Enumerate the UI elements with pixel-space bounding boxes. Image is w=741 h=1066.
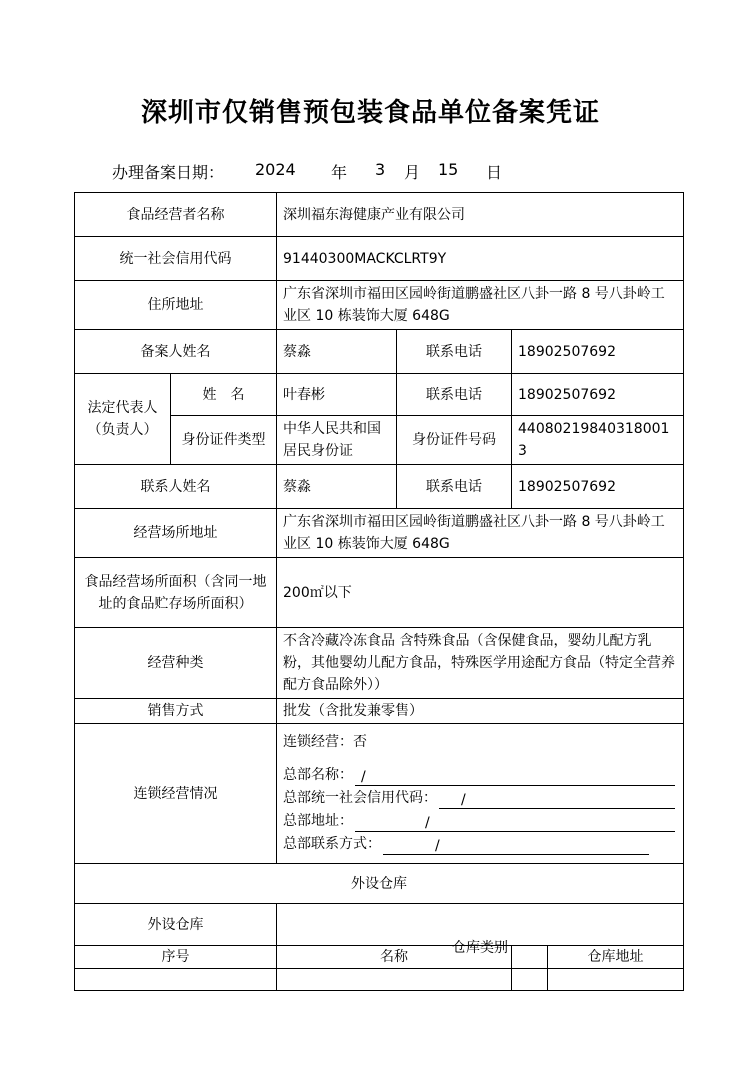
legal-rep-id-type-value: 中华人民共和国居民身份证 xyxy=(277,416,397,465)
legal-rep-label: 法定代表人（负责人） xyxy=(75,374,171,465)
row-legal-rep-name xyxy=(75,374,684,416)
warehouse-cell-type xyxy=(512,969,548,991)
warehouse-col-index: 序号 xyxy=(75,946,277,969)
hq-contact-line xyxy=(283,833,649,855)
operator-name-label: 食品经营者名称 xyxy=(75,193,277,237)
category-label: 经营种类 xyxy=(75,628,277,699)
legal-rep-id-no-value: 440802198403180013 xyxy=(512,416,684,465)
warehouse-cell-address xyxy=(548,969,684,991)
address-label: 住所地址 xyxy=(75,281,277,330)
row-address xyxy=(75,281,684,330)
hq-address-blank xyxy=(355,815,675,832)
credit-code-label: 统一社会信用代码 xyxy=(75,237,277,281)
document-title: 深圳市仅销售预包装食品单位备案凭证 xyxy=(140,98,600,128)
hq-code-blank xyxy=(439,792,675,809)
operator-name-value: 深圳福东海健康产业有限公司 xyxy=(277,193,684,237)
row-warehouse-section xyxy=(75,864,684,904)
warehouse-col-type-label: 仓库类别 xyxy=(452,940,508,956)
warehouse-cell-name xyxy=(277,969,512,991)
area-value: 200㎡以下 xyxy=(277,558,684,628)
hq-address-line xyxy=(283,810,675,832)
row-contact xyxy=(75,465,684,509)
legal-rep-phone-value: 18902507692 xyxy=(512,374,684,416)
legal-rep-name-value: 叶春彬 xyxy=(277,374,397,416)
filing-date-line xyxy=(112,160,712,184)
contact-phone-label: 联系电话 xyxy=(397,465,512,509)
row-sales-method xyxy=(75,699,684,724)
hq-contact-label: 总部联系方式： xyxy=(283,836,381,852)
filer-name-value: 蔡淼 xyxy=(277,330,397,374)
hq-code-label: 总部统一社会信用代码： xyxy=(283,790,437,806)
contact-name-label: 联系人姓名 xyxy=(75,465,277,509)
hq-code-line xyxy=(283,787,675,809)
filing-date-month: 3 xyxy=(375,160,386,179)
filing-date-year-unit: 年 xyxy=(331,163,348,182)
hq-contact-slash: / xyxy=(435,838,440,854)
row-chain xyxy=(75,724,684,864)
credit-code-value: 91440300MACKCLRT9Y xyxy=(277,237,684,281)
filer-name-label: 备案人姓名 xyxy=(75,330,277,374)
hq-address-label: 总部地址： xyxy=(283,813,353,829)
filing-date-year: 2024 xyxy=(255,160,296,179)
area-label: 食品经营场所面积（含同一地址的食品贮存场所面积） xyxy=(75,558,277,628)
filing-form-table xyxy=(74,192,684,991)
row-warehouse-header xyxy=(75,946,684,969)
warehouse-label: 外设仓库 xyxy=(75,904,277,946)
warehouse-col-name: 名称 xyxy=(277,946,512,969)
row-operator-name xyxy=(75,193,684,237)
chain-status: 连锁经营：否 xyxy=(283,734,367,750)
hq-address-slash: / xyxy=(425,815,430,831)
filer-phone-value: 18902507692 xyxy=(512,330,684,374)
hq-name-slash: / xyxy=(361,769,366,785)
warehouse-col-address: 仓库地址 xyxy=(548,946,684,969)
filing-date-day: 15 xyxy=(438,160,459,179)
hq-name-blank xyxy=(355,769,675,786)
legal-rep-id-no-label: 身份证件号码 xyxy=(397,416,512,465)
chain-label: 连锁经营情况 xyxy=(75,724,277,864)
legal-rep-phone-label: 联系电话 xyxy=(397,374,512,416)
row-warehouse-empty xyxy=(75,969,684,991)
sales-method-value: 批发（含批发兼零售） xyxy=(277,699,684,724)
row-area xyxy=(75,558,684,628)
category-value: 不含冷藏冷冻食品 含特殊食品（含保健食品，婴幼儿配方乳粉，其他婴幼儿配方食品，特殊医学用途配方食品（特定全营养配方食品除外）） xyxy=(277,628,684,699)
row-filer xyxy=(75,330,684,374)
hq-code-slash: / xyxy=(461,792,466,808)
business-address-value: 广东省深圳市福田区园岭街道鹏盛社区八卦一路 8 号八卦岭工业区 10 栋装饰大厦 648G xyxy=(277,509,684,558)
hq-contact-blank xyxy=(383,838,649,855)
business-address-label: 经营场所地址 xyxy=(75,509,277,558)
hq-name-label: 总部名称： xyxy=(283,767,353,783)
hq-name-line xyxy=(283,764,675,786)
chain-details xyxy=(277,724,684,864)
legal-rep-name-label: 姓 名 xyxy=(171,374,277,416)
contact-name-value: 蔡淼 xyxy=(277,465,397,509)
contact-phone-value: 18902507692 xyxy=(512,465,684,509)
row-credit-code xyxy=(75,237,684,281)
filer-phone-label: 联系电话 xyxy=(397,330,512,374)
row-business-address xyxy=(75,509,684,558)
sales-method-label: 销售方式 xyxy=(75,699,277,724)
filing-date-month-unit: 月 xyxy=(404,163,421,182)
filing-date-day-unit: 日 xyxy=(486,163,503,182)
row-warehouse xyxy=(75,904,684,946)
legal-rep-id-type-label: 身份证件类型 xyxy=(171,416,277,465)
address-value: 广东省深圳市福田区园岭街道鹏盛社区八卦一路 8 号八卦岭工业区 10 栋装饰大厦 648G xyxy=(277,281,684,330)
row-category xyxy=(75,628,684,699)
warehouse-cell-index xyxy=(75,969,277,991)
warehouse-section-title: 外设仓库 xyxy=(75,864,684,904)
filing-date-label: 办理备案日期： xyxy=(112,163,225,182)
